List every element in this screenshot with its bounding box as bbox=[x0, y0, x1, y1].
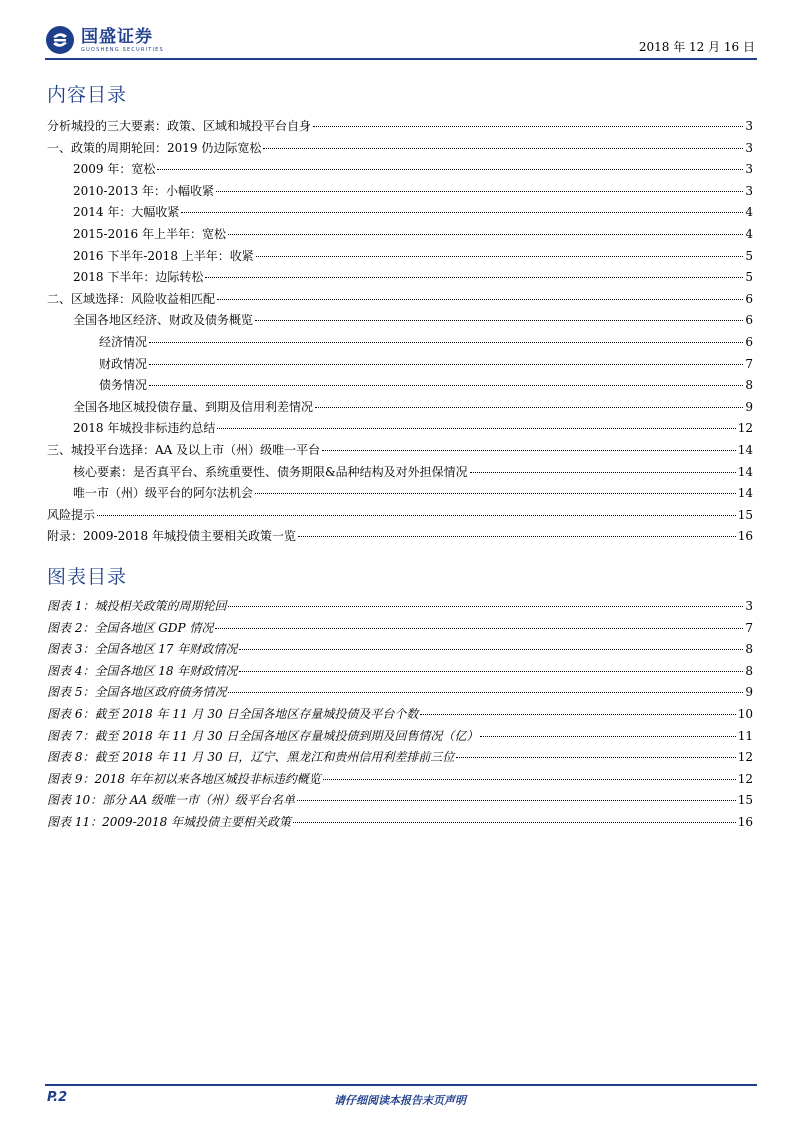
toc-entry[interactable] bbox=[47, 375, 753, 397]
toc-list bbox=[47, 116, 753, 548]
toc-entry[interactable] bbox=[47, 505, 753, 527]
toc-entry-page: 6 bbox=[745, 313, 753, 328]
toc-entry[interactable] bbox=[47, 418, 753, 440]
toc-entry-label: 核心要素：是否真平台、系统重要性、债务期限&品种结构及对外担保情况 bbox=[73, 464, 468, 479]
toc-entry[interactable] bbox=[47, 138, 753, 160]
toc-entry-page: 12 bbox=[737, 421, 753, 436]
toc-leader-dots bbox=[157, 169, 743, 170]
figure-entry[interactable] bbox=[47, 618, 753, 640]
toc-leader-dots bbox=[217, 428, 735, 429]
figure-entry-label: 图表 3：全国各地区 17 年财政情况 bbox=[47, 642, 238, 657]
toc-entry-label: 财政情况 bbox=[99, 356, 148, 371]
toc-entry-page: 14 bbox=[737, 486, 753, 501]
toc-leader-dots bbox=[228, 606, 743, 607]
header-divider bbox=[45, 58, 757, 60]
toc-entry-page: 5 bbox=[745, 270, 753, 285]
figure-entry-page: 12 bbox=[737, 771, 753, 786]
toc-entry[interactable] bbox=[47, 116, 753, 138]
figure-entry-label: 图表 10：部分 AA 级唯一市（州）级平台名单 bbox=[47, 793, 296, 808]
toc-leader-dots bbox=[228, 692, 743, 693]
toc-entry-label: 2015-2016 年上半年：宽松 bbox=[73, 226, 226, 241]
toc-leader-dots bbox=[480, 736, 735, 737]
toc-leader-dots bbox=[239, 649, 743, 650]
toc-entry[interactable] bbox=[47, 267, 753, 289]
toc-leader-dots bbox=[228, 234, 743, 235]
figure-entry-label: 图表 11：2009-2018 年城投债主要相关政策 bbox=[47, 814, 292, 829]
toc-entry-label: 债务情况 bbox=[99, 378, 148, 393]
toc-entry-label: 2018 下半年：边际转松 bbox=[73, 270, 204, 285]
toc-leader-dots bbox=[420, 714, 735, 715]
figure-entry-label: 图表 7：截至 2018 年 11 月 30 日全国各地区存量城投债到期及回售情况（亿） bbox=[47, 728, 479, 743]
toc-entry-page: 5 bbox=[745, 248, 753, 263]
toc-leader-dots bbox=[216, 191, 743, 192]
toc-leader-dots bbox=[255, 320, 743, 321]
toc-leader-dots bbox=[217, 299, 743, 300]
figure-entry-label: 图表 4：全国各地区 18 年财政情况 bbox=[47, 663, 238, 678]
figure-entry[interactable] bbox=[47, 661, 753, 683]
toc-entry-label: 2018 年城投非标违约总结 bbox=[73, 421, 216, 436]
figure-entry[interactable] bbox=[47, 769, 753, 791]
toc-entry-page: 3 bbox=[745, 140, 753, 155]
toc-entry[interactable] bbox=[47, 354, 753, 376]
figure-entry[interactable] bbox=[47, 639, 753, 661]
figure-entry-page: 15 bbox=[737, 793, 753, 808]
toc-entry[interactable] bbox=[47, 181, 753, 203]
figure-entry-page: 8 bbox=[745, 663, 753, 678]
toc-entry-page: 3 bbox=[745, 119, 753, 133]
figure-entry-label: 图表 5：全国各地区政府债务情况 bbox=[47, 685, 227, 700]
toc-entry[interactable] bbox=[47, 440, 753, 462]
toc-leader-dots bbox=[97, 515, 736, 516]
figure-entry-label: 图表 6：截至 2018 年 11 月 30 日全国各地区存量城投债及平台个数 bbox=[47, 706, 419, 721]
toc-leader-dots bbox=[215, 628, 743, 629]
toc-entry-label: 2016 下半年-2018 上半年：收紧 bbox=[73, 248, 254, 263]
toc-entry-label: 2014 年：大幅收紧 bbox=[73, 205, 180, 220]
toc-title: 内容目录 bbox=[47, 84, 128, 106]
toc-entry-label: 三、城投平台选择：AA 及以上市（州）级唯一平台 bbox=[47, 442, 321, 457]
toc-entry-label: 二、区域选择：风险收益相匹配 bbox=[47, 291, 216, 306]
toc-entry-page: 8 bbox=[745, 378, 753, 393]
footer-divider bbox=[45, 1084, 757, 1086]
toc-entry-label: 全国各地区城投债存量、到期及信用利差情况 bbox=[73, 399, 314, 414]
toc-entry[interactable] bbox=[47, 397, 753, 419]
page-header bbox=[45, 22, 755, 58]
toc-leader-dots bbox=[297, 800, 736, 801]
toc-leader-dots bbox=[323, 779, 736, 780]
toc-leader-dots bbox=[181, 212, 743, 213]
figure-entry[interactable] bbox=[47, 747, 753, 769]
toc-entry[interactable] bbox=[47, 246, 753, 268]
toc-entry-label: 全国各地区经济、财政及债务概览 bbox=[73, 313, 254, 328]
toc-entry[interactable] bbox=[47, 310, 753, 332]
figure-entry-page: 9 bbox=[745, 685, 753, 700]
toc-entry-page: 14 bbox=[737, 442, 753, 457]
toc-entry-page: 6 bbox=[745, 334, 753, 349]
brand-logo bbox=[45, 22, 164, 58]
figure-entry-page: 7 bbox=[745, 620, 753, 635]
report-date: 2018 年 12 月 16 日 bbox=[638, 40, 755, 54]
figure-entry-label: 图表 1：城投相关政策的周期轮回 bbox=[47, 599, 227, 613]
toc-leader-dots bbox=[470, 472, 736, 473]
toc-leader-dots bbox=[149, 342, 743, 343]
figures-title: 图表目录 bbox=[47, 566, 128, 588]
figure-entry[interactable] bbox=[47, 790, 753, 812]
figure-entry[interactable] bbox=[47, 596, 753, 618]
toc-entry-page: 4 bbox=[745, 205, 753, 220]
toc-entry-label: 分析城投的三大要素：政策、区域和城投平台自身 bbox=[47, 119, 312, 133]
footer-disclaimer: 请仔细阅读本报告末页声明 bbox=[334, 1094, 466, 1107]
figure-entry[interactable] bbox=[47, 812, 753, 834]
figure-entry-page: 16 bbox=[737, 814, 753, 829]
toc-entry-page: 6 bbox=[745, 291, 753, 306]
toc-leader-dots bbox=[149, 385, 743, 386]
figure-entry-page: 3 bbox=[745, 599, 753, 613]
toc-entry-label: 经济情况 bbox=[99, 334, 148, 349]
figure-entry-label: 图表 9：2018 年年初以来各地区城投非标违约概览 bbox=[47, 771, 321, 786]
toc-entry-label: 附录：2009-2018 年城投债主要相关政策一览 bbox=[47, 529, 296, 544]
toc-entry-label: 风险提示 bbox=[47, 507, 96, 522]
toc-leader-dots bbox=[263, 148, 743, 149]
toc-leader-dots bbox=[255, 493, 736, 494]
toc-leader-dots bbox=[322, 450, 736, 451]
figure-entry-label: 图表 8：截至 2018 年 11 月 30 日，辽宁、黑龙江和贵州信用利差排前三位 bbox=[47, 750, 455, 765]
toc-entry-page: 9 bbox=[745, 399, 753, 414]
toc-leader-dots bbox=[256, 256, 744, 257]
figure-entry[interactable] bbox=[47, 726, 753, 748]
toc-entry-label: 2010-2013 年：小幅收紧 bbox=[73, 183, 214, 198]
toc-leader-dots bbox=[315, 407, 743, 408]
toc-leader-dots bbox=[205, 277, 743, 278]
figure-entry-label: 图表 2：全国各地区 GDP 情况 bbox=[47, 620, 214, 635]
toc-entry-label: 一、政策的周期轮回：2019 仍边际宽松 bbox=[47, 140, 262, 155]
toc-entry[interactable] bbox=[47, 224, 753, 246]
figure-entry[interactable] bbox=[47, 682, 753, 704]
toc-entry-page: 3 bbox=[745, 183, 753, 198]
toc-entry[interactable] bbox=[47, 159, 753, 181]
page-number: P.2 bbox=[47, 1090, 68, 1105]
figure-entry-page: 10 bbox=[737, 706, 753, 721]
toc-entry-page: 7 bbox=[745, 356, 753, 371]
toc-leader-dots bbox=[293, 822, 736, 823]
brand-name-en: GUOSHENG SECURITIES bbox=[81, 46, 164, 53]
toc-leader-dots bbox=[313, 126, 743, 127]
toc-entry-page: 15 bbox=[737, 507, 753, 522]
toc-leader-dots bbox=[298, 536, 736, 537]
toc-entry[interactable] bbox=[47, 526, 753, 548]
figure-entry-page: 11 bbox=[737, 728, 753, 743]
toc-entry-label: 2009 年：宽松 bbox=[73, 162, 156, 177]
toc-leader-dots bbox=[456, 757, 735, 758]
toc-entry-label: 唯一市（州）级平台的阿尔法机会 bbox=[73, 486, 254, 501]
figure-entry[interactable] bbox=[47, 704, 753, 726]
toc-entry[interactable] bbox=[47, 202, 753, 224]
toc-entry-page: 3 bbox=[745, 162, 753, 177]
toc-entry-page: 16 bbox=[737, 529, 753, 544]
brand-name-cn: 国盛证券 bbox=[81, 26, 153, 47]
toc-entry[interactable] bbox=[47, 462, 753, 484]
toc-entry[interactable] bbox=[47, 332, 753, 354]
figure-entry-page: 12 bbox=[737, 750, 753, 765]
figure-entry-page: 8 bbox=[745, 642, 753, 657]
toc-entry[interactable] bbox=[47, 483, 753, 505]
figures-list bbox=[47, 596, 753, 834]
toc-leader-dots bbox=[239, 671, 743, 672]
toc-leader-dots bbox=[149, 364, 743, 365]
guosheng-logo-icon bbox=[45, 25, 75, 55]
toc-entry[interactable] bbox=[47, 289, 753, 311]
toc-entry-page: 4 bbox=[745, 226, 753, 241]
toc-entry-page: 14 bbox=[737, 464, 753, 479]
